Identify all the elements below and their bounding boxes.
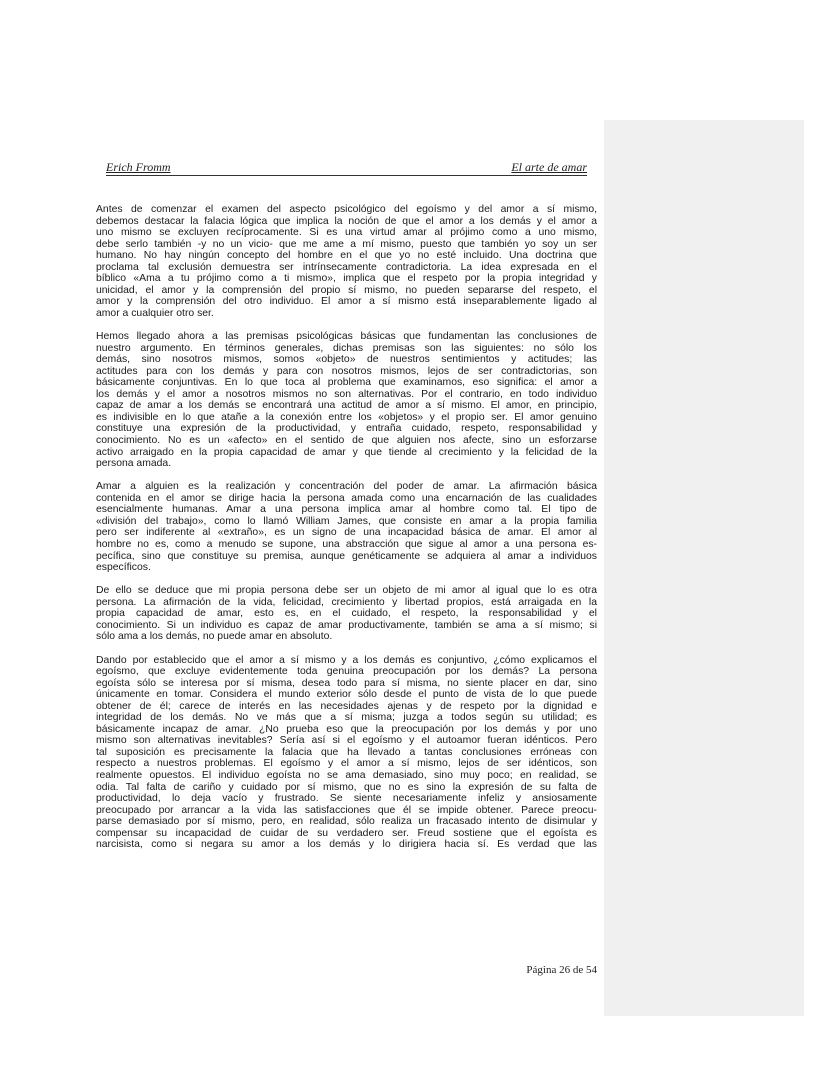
- text-line: básicamente conjuntivas. En lo que toca al problema que examinamos, eso significa: el amor a: [96, 377, 597, 389]
- header-book-title: El arte de amar: [511, 160, 587, 174]
- text-line: odia. Tal falta de cariño y cuidado por sí mismo, que no es sino la expresión de su falta de: [96, 781, 597, 793]
- text-line: amor y la comprensión del otro individuo. El amor a sí mismo está inseparablemente ligado al: [96, 296, 597, 308]
- text-line: unicidad, el amor y la comprensión del propio sí mismo, no pueden separarse del respeto, el: [96, 284, 597, 296]
- text-line: específicos.: [96, 562, 151, 574]
- text-line: pero ser indiferente al «extraño», es un signo de una incapacidad básica de amar. El amor al: [96, 527, 597, 539]
- text-line: respecto a nuestros problemas. El egoísmo y el amor a sí mismo, lejos de ser idénticos, son: [96, 758, 597, 770]
- text-line: actitudes para con los demás y para con nosotros mismos, lejos de ser contradictorias, son: [96, 365, 597, 377]
- text-line: humano. No hay ningún concepto del hombre en el que yo no esté incluido. Una doctrina que: [96, 250, 597, 262]
- text-line: Antes de comenzar el examen del aspecto psicológico del egoísmo y del amor a sí mismo,: [96, 204, 597, 215]
- text-line: demás, sino nosotros mismos, somos «objeto» de nuestros sentimientos y actitudes; las: [96, 354, 597, 366]
- text-line: Amar a alguien es la realización y concentración del poder de amar. La afirmación básica: [96, 481, 597, 493]
- text-line: integridad de los demás. No ve más que a sí misma; juzga a todos según su utilidad; es: [96, 712, 597, 724]
- text-line: compensar su incapacidad de cuidar de su verdadero ser. Freud sostiene que el egoísta es: [96, 827, 597, 839]
- text-line: proclama tal exclusión demuestra ser intrínsecamente contradictoria. La idea expresada en el: [96, 261, 597, 273]
- text-line: nuestro argumento. En términos generales, dichas premisas son las siguientes: no sólo los: [96, 342, 597, 354]
- text-line: hombre no es, como a menudo se supone, una abstracción que sigue al amor a una persona es-: [96, 538, 597, 550]
- text-line: realmente opuestos. El individuo egoísta no se ama demasiado, sino muy poco; en realidad, se: [96, 769, 597, 781]
- text-line: egoísmo, que excluye evidentemente toda genuina preocupación por los demás? La persona: [96, 666, 597, 678]
- paragraph: [96, 655, 597, 851]
- text-line: sólo ama a los demás, no puede amar en absoluto.: [96, 631, 333, 643]
- text-line: básicamente incapaz de amar. ¿No prueba eso que la preocupación por los demás y por uno: [96, 723, 597, 735]
- text-line: debe serlo también -y no un vicio- que me ame a mí mismo, puesto que también yo soy un ser: [96, 238, 597, 250]
- text-line: preocupado por arrancar a la vida las satisfacciones que él se impide obtener. Parece preocu-: [96, 804, 597, 816]
- text-line: pecífica, sino que constituye su premisa, aunque genéticamente se adquiera al amar a individuos: [96, 550, 597, 562]
- paragraph: [96, 481, 597, 573]
- page-number: Página 26 de 54: [526, 964, 597, 976]
- text-line: uno mismo se excluyen recíprocamente. Si es una virtud amar al prójimo como a uno mismo,: [96, 227, 597, 239]
- text-line: únicamente en tomar. Considera el mundo exterior sólo desde el punto de vista de lo que puede: [96, 689, 597, 701]
- text-line: De ello se deduce que mi propia persona debe ser un objeto de mi amor al igual que lo es otra: [96, 585, 597, 597]
- text-line: los demás y el amor a nosotros mismos no son alternativas. Por el contrario, en todo individuo: [96, 388, 597, 400]
- text-line: Hemos llegado ahora a las premisas psicológicas básicas que fundamentan las conclusiones de: [96, 331, 597, 343]
- text-line: amor a cualquier otro ser.: [96, 307, 214, 319]
- text-line: contenida en el amor se dirige hacia la persona amada como una encarnación de las cualidades: [96, 492, 597, 504]
- text-line: esencialmente humanas. Amar a una persona implica amar al hombre como tal. El tipo de: [96, 504, 597, 516]
- text-line: «división del trabajo», como lo llamó William James, que consiste en amar a la propia familia: [96, 515, 597, 527]
- text-line: propia capacidad de amar, esto es, en el cuidado, el respeto, la responsabilidad y el: [96, 608, 597, 620]
- text-line: persona. La afirmación de la vida, felicidad, crecimiento y libertad propios, está arraigada en la: [96, 596, 597, 608]
- comment-margin-pane: [604, 120, 804, 1016]
- text-line: Dando por establecido que el amor a sí mismo y a los demás es conjuntivo, ¿cómo explicamos el: [96, 654, 597, 666]
- text-line: obtener de él; carece de interés en las necesidades ajenas y de respeto por la dignidad e: [96, 700, 597, 712]
- text-line: narcisista, como si negara su amor a los demás y lo dirigiera hacia sí. Es verdad que las: [96, 839, 597, 851]
- text-line: persona amada.: [96, 458, 172, 470]
- text-line: debemos destacar la falacia lógica que implica la noción de que el amor a los demás y el amor a: [96, 215, 597, 227]
- text-line: mismo son alternativas inevitables? Sería así si el egoísmo y el autoamor fueran idénticos. Pero: [96, 735, 597, 747]
- paragraph: [96, 204, 597, 319]
- paragraph: [96, 585, 597, 643]
- text-line: conocimiento. Si un individuo es capaz de amar productivamente, también se ama a sí mismo; si: [96, 619, 597, 631]
- text-line: capaz de amar a los demás se encontrará una actitud de amor a sí mismo. El amor, en principio,: [96, 400, 597, 412]
- text-line: bíblico «Ama a tu prójimo como a ti mismo», implica que el respeto por la propia integridad y: [96, 273, 597, 285]
- text-line: es indivisible en lo que atañe a la conexión entre los «objetos» y el propio ser. El amor genuino: [96, 411, 597, 423]
- document-body: [96, 204, 597, 862]
- text-line: constituye una expresión de la productividad, y entraña cuidado, respeto, responsabilidad y: [96, 423, 597, 435]
- page-header: [106, 161, 587, 176]
- header-author: Erich Fromm: [106, 160, 171, 174]
- text-line: tal suposición es precisamente la falacia que ha llevado a tantas conclusiones erróneas con: [96, 746, 597, 758]
- text-line: parse demasiado por sí mismo, pero, en realidad, sólo realiza un fracasado intento de disimular y: [96, 816, 597, 828]
- text-line: productividad, lo deja vacío y frustrado. Se siente necesariamente infeliz y ansiosamente: [96, 793, 597, 805]
- text-line: conocimiento. No es un «afecto» en el sentido de que alguien nos afecte, sino un esforzarse: [96, 434, 597, 446]
- text-line: activo arraigado en la propia capacidad de amar y que tiende al crecimiento y la felicidad de la: [96, 446, 597, 458]
- paragraph: [96, 331, 597, 470]
- text-line: egoísta sólo se interesa por sí misma, desea todo para sí misma, no siente placer en dar, sino: [96, 677, 597, 689]
